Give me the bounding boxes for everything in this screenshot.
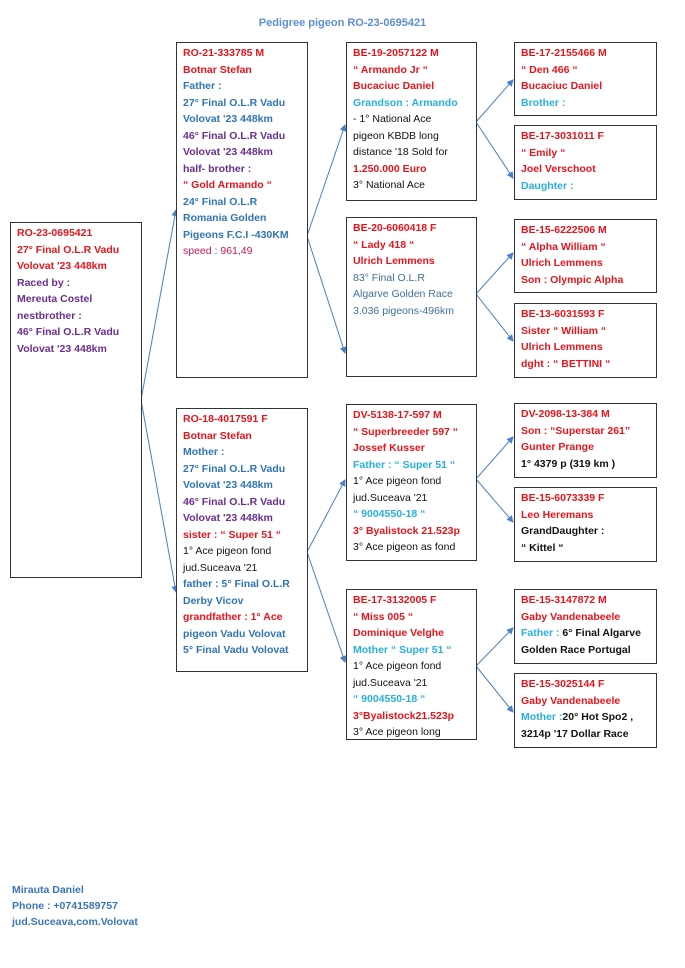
result-line: Volovat '23 448km [183, 512, 273, 524]
maternal-grandmother-card [346, 589, 477, 740]
connector-line [476, 666, 513, 712]
info-label: Daughter : [521, 179, 574, 192]
result-line: 3° Byalistock 21.523p [353, 524, 460, 537]
connector-line [476, 122, 513, 178]
great-grandparent-card [514, 403, 657, 478]
result-line: “ 9004550-18 “ [353, 508, 426, 520]
breeder-name: Jossef Kusser [353, 442, 425, 454]
breeder-name: Bucaciuc Daniel [521, 80, 603, 92]
result-line: grandfather : 1° Ace [183, 611, 283, 623]
result-line: jud.Suceava '21 [353, 676, 428, 689]
page-title: Pedigree pigeon RO-23-0695421 [258, 17, 427, 29]
result-line: Volovat '23 448km [17, 260, 107, 272]
mother-card [176, 408, 308, 672]
result-line: pigeon KBDB long [353, 129, 439, 142]
subject-pigeon-card [10, 222, 142, 578]
breeder-name: Botnar Stefan [183, 429, 252, 442]
info-label: Father : “ Super 51 “ [353, 458, 456, 471]
result-line: 3214p '17 Dollar Race [521, 727, 629, 740]
result-line: 5° Final Vadu Volovat [183, 644, 289, 656]
pigeon-name: “ Emily “ [521, 146, 566, 159]
result-line: Pigeons F.C.I -430KM [183, 228, 289, 241]
contact-info [12, 882, 138, 930]
paternal-grandmother-card [346, 217, 477, 377]
info-label: nestbrother : [17, 309, 82, 322]
pigeon-name: Sister “ William “ [521, 324, 607, 337]
connector-line [476, 479, 513, 522]
ring-number: RO-18-4017591 F [183, 413, 268, 425]
result-line: 3° Ace pigeon as fond [353, 541, 456, 553]
result-line: Volovat '23 448km [183, 479, 273, 491]
result-line: 1° 4379 p (319 km ) [521, 457, 616, 470]
connector-line [141, 210, 176, 400]
result-text: 6° Final Algarve [562, 627, 641, 639]
ring-number: BE-20-6060418 F [353, 222, 437, 234]
ring-number: BE-15-3147872 M [521, 594, 607, 606]
ring-number: BE-17-3031011 F [521, 130, 604, 142]
ring-number: DV-5138-17-597 M [353, 409, 442, 421]
owner-name: Mirauta Daniel [12, 884, 84, 896]
breeder-name: Gaby Vandenabeele [521, 610, 621, 623]
result-line: 3° National Ace [353, 179, 425, 191]
great-grandparent-card [514, 42, 657, 116]
result-line: Mother :20° Hot Spo2 , [521, 711, 634, 723]
result-line: 27° Final O.L.R Vadu [183, 96, 286, 109]
info-label: Mother “ Super 51 “ [353, 643, 452, 656]
pigeon-name: “ Miss 005 “ [353, 610, 414, 623]
great-grandparent-card [514, 125, 657, 200]
connector-line [307, 236, 345, 353]
connector-line [307, 552, 345, 662]
breeder-name: Dominique Velghe [353, 627, 445, 639]
result-line: 27° Final O.L.R Vadu [17, 243, 120, 256]
ring-number: BE-15-6073339 F [521, 492, 605, 504]
result-line: 1.250.000 Euro [353, 162, 427, 175]
ring-number: BE-15-3025144 F [521, 678, 605, 690]
great-grandparent-card [514, 303, 657, 378]
paternal-grandfather-card [346, 42, 477, 201]
address: jud.Suceava,com.Volovat [12, 916, 138, 928]
info-label: Father : [183, 80, 222, 92]
info-label: Mother : [183, 446, 225, 458]
ring-number: RO-23-0695421 [17, 227, 93, 239]
pigeon-name: “ Den 466 “ [521, 63, 578, 76]
speed-value: speed : 961,49 [183, 245, 253, 257]
breeder-name: Ulrich Lemmens [521, 341, 603, 353]
pigeon-name: “ Lady 418 “ [353, 238, 415, 251]
sibling-line: sister : “ Super 51 “ [183, 528, 282, 541]
result-text: 20° Hot Spo2 , [562, 711, 634, 723]
breeder-name: Bucaciuc Daniel [353, 80, 435, 92]
ring-number: BE-15-6222506 M [521, 224, 607, 236]
result-line: Volovat '23 448km [17, 342, 107, 355]
result-line: 1° Ace pigeon fond [353, 475, 442, 487]
info-label: half- brother : [183, 162, 252, 175]
connector-line [307, 125, 345, 236]
ring-number: BE-19-2057122 M [353, 47, 439, 59]
ring-number: BE-13-6031593 F [521, 308, 605, 320]
breeder-name: Gunter Prange [521, 441, 594, 453]
result-line: - 1° National Ace [353, 113, 432, 125]
maternal-grandfather-card [346, 404, 477, 561]
result-line: 1° Ace pigeon fond [183, 545, 272, 557]
info-label: Brother : [521, 96, 566, 109]
result-line: jud.Suceava '21 [183, 561, 258, 574]
result-line: 3° Ace pigeon long [353, 726, 441, 738]
ring-number: BE-17-2155466 M [521, 47, 607, 59]
result-line: 83° Final O.L.R [353, 271, 425, 284]
pigeon-name: “ Alpha William “ [521, 240, 606, 253]
result-line: 3.036 pigeons-496km [353, 304, 454, 317]
pigeon-name: “ Gold Armando “ [183, 179, 272, 191]
result-line: distance '18 Sold for [353, 146, 448, 158]
info-label: GrandDaughter : [521, 525, 605, 537]
result-line: Golden Race Portugal [521, 643, 631, 656]
result-line: Volovat '23 448km [183, 146, 273, 158]
great-grandparent-card [514, 487, 657, 562]
great-grandparent-card [514, 589, 657, 664]
result-line: 24° Final O.L.R [183, 195, 258, 208]
result-line: pigeon Vadu Volovat [183, 627, 286, 640]
pigeon-name: “ Armando Jr “ [353, 63, 428, 76]
breeder-name: Gaby Vandenabeele [521, 694, 621, 707]
breeder-name: Leo Heremans [521, 508, 594, 521]
result-line: Derby Vicov [183, 594, 244, 607]
pigeon-name: “ Kittel “ [521, 541, 564, 554]
connector-line [476, 80, 513, 122]
info-label: Grandson : Armando [353, 96, 458, 109]
ring-number: RO-21-333785 M [183, 47, 265, 59]
info-label: Raced by : [17, 276, 71, 289]
connector-line [141, 400, 176, 592]
info-label: Son : Olympic Alpha [521, 273, 624, 286]
connector-line [476, 437, 513, 479]
phone-number: Phone : +0741589757 [12, 900, 118, 912]
connector-line [476, 294, 513, 341]
breeder-name: Mereuta Costel [17, 293, 93, 305]
father-card [176, 42, 308, 378]
connector-line [476, 253, 513, 294]
ring-number: DV-2098-13-384 M [521, 408, 610, 420]
result-line: Romania Golden [183, 212, 267, 224]
breeder-name: Joel Verschoot [521, 163, 596, 175]
result-line: jud.Suceava '21 [353, 491, 428, 504]
info-label: Son : “Superstar 261” [521, 424, 631, 437]
pigeon-name: “ Superbreeder 597 “ [353, 425, 459, 438]
great-grandparent-card [514, 219, 657, 293]
info-label: dght : “ BETTINI “ [521, 357, 611, 370]
result-line: father : 5° Final O.L.R [183, 578, 290, 590]
breeder-name: Botnar Stefan [183, 63, 252, 76]
result-line: 1° Ace pigeon fond [353, 660, 442, 672]
result-line: Volovat '23 448km [183, 113, 273, 125]
ring-number: BE-17-3132005 F [353, 594, 437, 606]
great-grandparent-card [514, 673, 657, 748]
result-line: 3°Byalistock21.523p [353, 709, 455, 722]
result-line: “ 9004550-18 “ [353, 693, 426, 705]
breeder-name: Ulrich Lemmens [353, 255, 435, 267]
connector-line [307, 480, 345, 552]
result-line: Algarve Golden Race [353, 288, 453, 300]
result-line: 27° Final O.L.R Vadu [183, 462, 286, 475]
connector-line [476, 628, 513, 666]
result-line: 46° Final O.L.R Vadu [183, 495, 286, 508]
breeder-name: Ulrich Lemmens [521, 257, 603, 269]
result-line: 46° Final O.L.R Vadu [17, 326, 120, 338]
result-line: 46° Final O.L.R Vadu [183, 129, 286, 142]
result-line: Father : 6° Final Algarve [521, 627, 641, 639]
